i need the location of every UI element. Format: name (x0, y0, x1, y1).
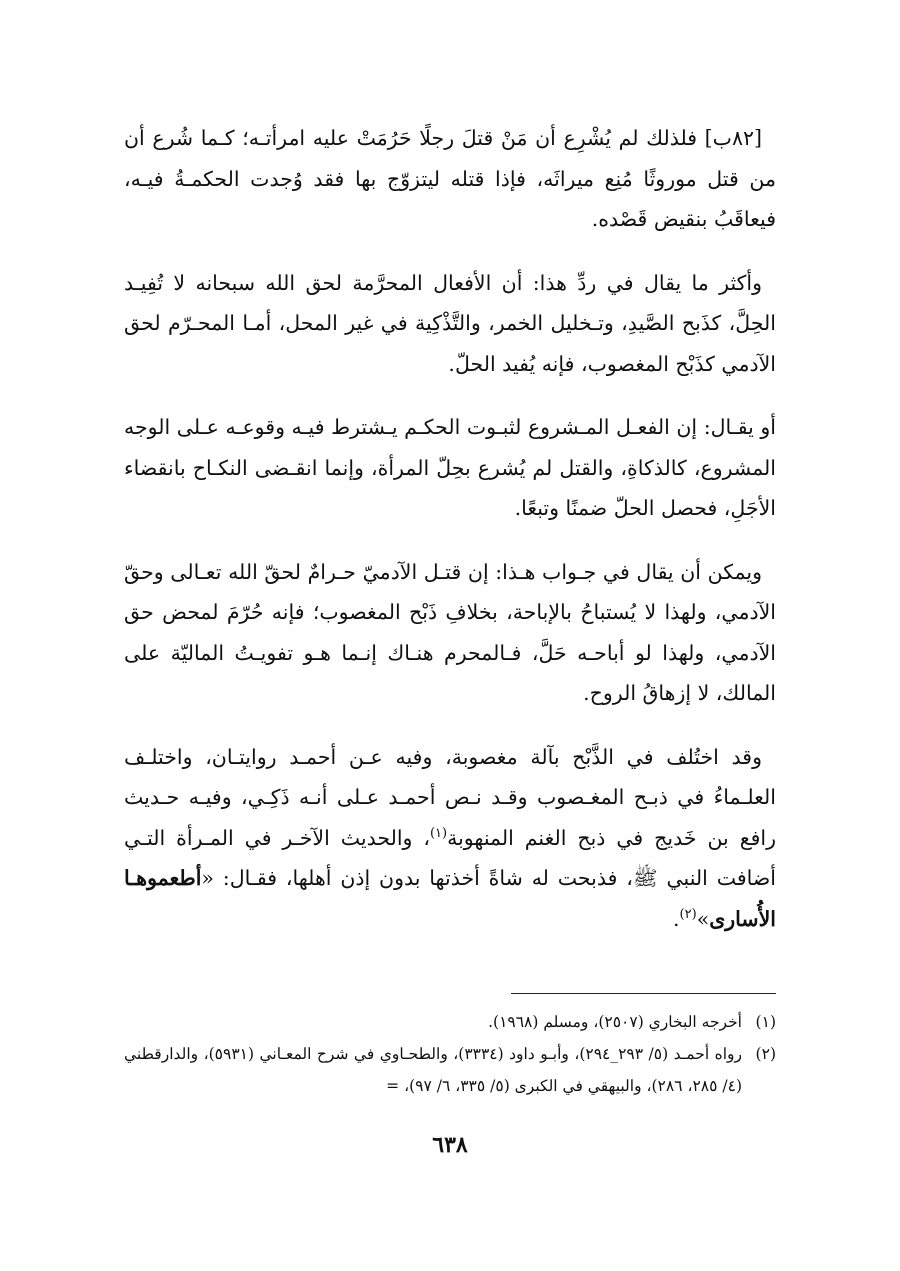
footnote-2 (124, 1038, 776, 1102)
paragraph-2-text: وأكثر ما يقال في ردِّ هذا: أن الأفعال المحرَّمة لحق الله سبحانه لا تُفِيـد الحِلَّ، كذَبح الصَّيدِ، وتـخليل الخمر، والتَّذْكِية في غير المحل، أمـا المحـرّم لحق الآدمي كذَبْح المغصوب، فإنه يُفيد الحلّ. (124, 270, 776, 376)
quote-close: » (696, 906, 710, 931)
paragraph-1 (124, 118, 776, 240)
footnote-1 (124, 1006, 776, 1038)
paragraph-5-text: وقد اختُلف في الذَّبْح بآلة مغصوبة، وفيه عـن أحمـد روايتـان، واختلـف العلـماءُ في ذبـح المغـصوب وقـد نـص أحمـد عـلى أنـه ذَكِـي، وفيـه حـديث رافع بن خَديج في ذبح الغنم المنهوبة (124, 744, 776, 850)
paragraph-4 (124, 552, 776, 714)
main-text (124, 118, 776, 962)
footnote-1-number: (١) (755, 1013, 776, 1031)
paragraph-4-text: ويمكن أن يقال في جـواب هـذا: إن قتـل الآدميّ حـرامٌ لحقّ الله تعـالى وحقّ الآدمي، ولهذا لا يُستباحُ بالإباحة، بخلافِ ذَبْح المغصوب؛ فإنه حُرّمَ لمحض حق الآدمي، ولهذا لو أباحـه حَلَّ، فـالمحرم هنـاك إنـما هـو تفويـتُ الماليّة على المالك، لا إزهاقُ الروح. (124, 559, 776, 705)
hadith-quote: أطعموهـا الأُسارى (124, 866, 776, 931)
footnote-divider (511, 993, 776, 994)
footnote-ref-1[interactable]: (١) (429, 825, 448, 841)
paragraph-1-text: [٨٢ب] فلذلك لم يُشْرِع أن مَنْ قتلَ رجلًا حَرُمَتْ عليه امرأتـه؛ كـما شُرع أن من قتل موروثًا مُنِع ميراثَه، فإذا قتله ليتزوّج بها فقد وُجدت الحكمـةُ فيـه، فيعاقَبُ بنقيض قَصْده. (124, 126, 776, 231)
footnote-2-number: (٢) (755, 1045, 776, 1063)
page-number: ٦٣٨ (432, 1132, 468, 1158)
paragraph-3-text: أو يقـال: إن الفعـل المـشروع لثبـوت الحكـم يـشترط فيـه وقوعـه عـلى الوجه المشروع، كالذكاةِ، والقتل لم يُشرع بحِلّ المرأة، وإنما انقـضى النكـاح بانقضاء الأجَلِ، فحصل الحلّ ضمنًا وتبعًا. (124, 415, 776, 520)
paragraph-2 (124, 263, 776, 385)
footnote-ref-2[interactable]: (٢) (679, 906, 697, 922)
footnote-2-text: رواه أحمـد (٥/ ٢٩٣_٢٩٤)، وأبـو داود (٣٣٣٤)، والطحـاوي في شرح المعـاني (٥٩٣١)، والدارقطني (٤/ ٢٨٥، ٢٨٦)، والبيهقي في الكبرى (٥/ ٣٣٥، ٦/ ٩٧)، = (124, 1045, 742, 1095)
paragraph-5-text-continued: ، والحديث الآخـر في المـرأة التـي أضافت النبي ﷺ، فذبحت له شاةً أخذتها بدون إذن أهلها، فقـال: « (124, 825, 776, 890)
footnotes (124, 1006, 776, 1102)
paragraph-5 (124, 737, 776, 940)
footnote-1-text: أخرجه البخاري (٢٥٠٧)، ومسلم (١٩٦٨). (488, 1013, 742, 1031)
paragraph-5-end: . (673, 906, 680, 931)
paragraph-3 (124, 407, 776, 529)
